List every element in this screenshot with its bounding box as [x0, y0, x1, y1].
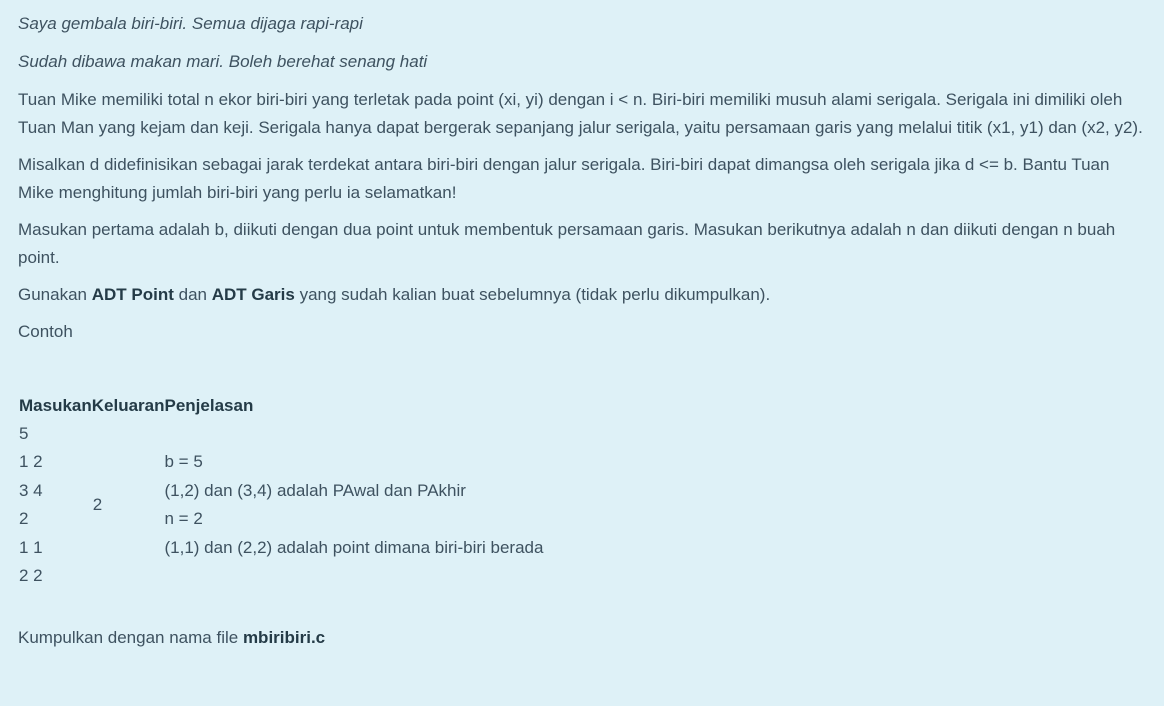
header-keluaran: Keluaran	[91, 396, 165, 415]
explanation-line: (1,2) dan (3,4) adalah PAwal dan PAkhir	[164, 480, 466, 500]
table-row	[19, 420, 543, 590]
description-paragraph-2: Misalkan d didefinisikan sebagai jarak terdekat antara biri-biri dengan jalur serigala. Biri-biri dapat dimangsa oleh serigala jika d <= b. Bantu Tuan Mike menghitung jumlah biri-biri yang perlu ia selamatkan!	[18, 155, 1110, 202]
input-line: 2	[19, 509, 29, 529]
adt-text-mid: dan	[173, 285, 212, 304]
description-paragraph-1: Tuan Mike memiliki total n ekor biri-biri yang terletak pada point (xi, yi) dengan i < n. Biri-biri memiliki musuh alami serigala. Serigala ini dimiliki oleh Tuan Man yang kejam dan keji. Serigala hanya dapat bergerak sepanjang jalur serigala, yaitu persamaan garis yang melalui titik (x1, y1) dan (x2, y2).	[18, 90, 1143, 137]
description-paragraph-4	[18, 281, 1146, 309]
header-penjelasan: Penjelasan	[164, 396, 254, 415]
submission-instruction	[18, 624, 1146, 652]
header-masukan: Masukan	[19, 396, 92, 415]
example-table	[19, 392, 543, 590]
output-cell: 2	[92, 495, 103, 515]
input-line: 1 2	[19, 452, 43, 472]
intro-line-2: Sudah dibawa makan mari. Boleh berehat senang hati	[18, 52, 428, 71]
explanation-line: (1,1) dan (2,2) adalah point dimana biri-biri berada	[164, 537, 544, 557]
description-paragraph-3: Masukan pertama adalah b, diikuti dengan dua point untuk membentuk persamaan garis. Masukan berikutnya adalah n dan diikuti dengan n buah point.	[18, 220, 1116, 267]
intro-line-1: Saya gembala biri-biri. Semua dijaga rapi-rapi	[18, 14, 363, 33]
example-label: Contoh	[18, 322, 73, 341]
input-line: 1 1	[19, 537, 43, 557]
explanation-line: n = 2	[164, 509, 203, 529]
explanation-line: b = 5	[164, 452, 203, 472]
input-line: 5	[19, 424, 29, 443]
submission-text: Kumpulkan dengan nama file	[18, 628, 243, 648]
submission-filename: mbiribiri.c	[242, 628, 326, 648]
adt-garis-label: ADT Garis	[211, 285, 295, 304]
adt-text-before: Gunakan	[18, 285, 92, 304]
adt-point-label: ADT Point	[91, 285, 174, 304]
explanation-cell	[165, 420, 544, 590]
input-line: 2 2	[19, 566, 43, 586]
input-line: 3 4	[19, 480, 43, 500]
adt-text-after: yang sudah kalian buat sebelumnya (tidak perlu dikumpulkan).	[294, 285, 771, 304]
input-cell	[19, 420, 92, 590]
